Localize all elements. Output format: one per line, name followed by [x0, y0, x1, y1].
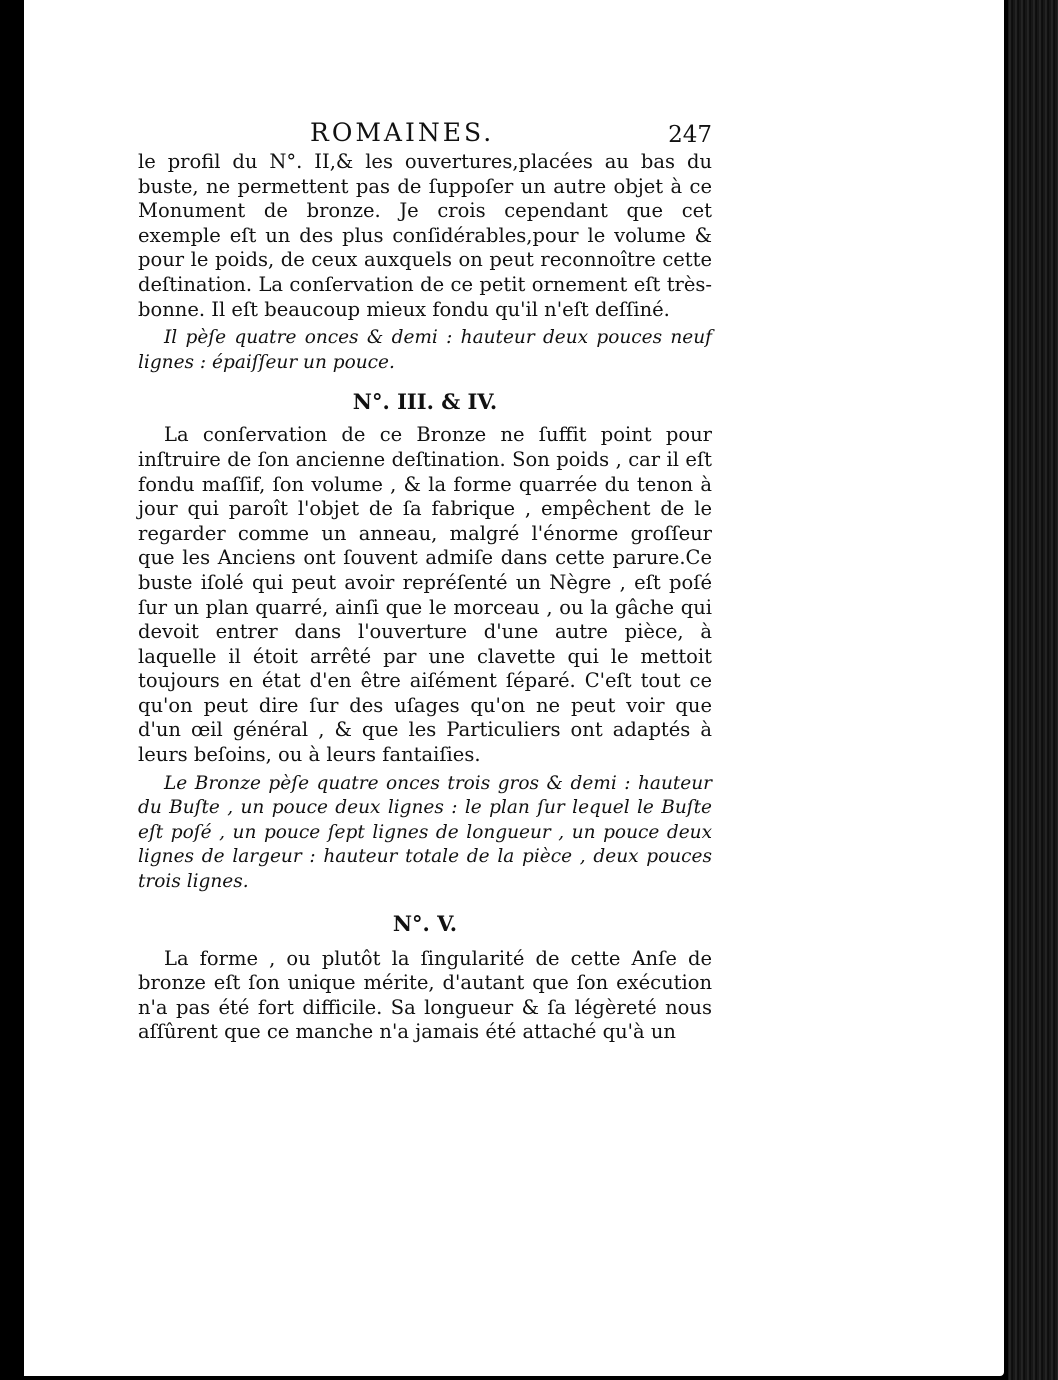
section-heading-v: N°. V.	[392, 910, 458, 936]
text-block	[138, 118, 712, 1045]
measurement-note-2: Le Bronze pèſe quatre onces trois gros & demi : hauteur du Buſte , un pouce deux lignes : le plan ſur lequel le Buſte eſt poſé , un pouce ſept lignes de longueur , un pouce deux lignes de largeur : hauteur totale de la pièce , deux pouces trois lignes.	[138, 772, 712, 893]
paragraph-2: La conſervation de ce Bronze ne ſuffit point pour inſtruire de ſon ancienne deſtination. Son poids , car il eſt fondu maſſif, ſon volume , & la forme quarrée du tenon à jour qui paroît l'objet de ſa fabrique , empêchent de le regarder comme un anneau, malgré l'énorme groſſeur que les Anciens ont ſouvent admiſe dans cette parure.Ce buste iſolé qui peut avoir repréſenté un Nègre , eſt poſé ſur un plan quarré, ainſi que le morceau , ou la gâche qui devoit entrer dans l'ouverture d'une autre pièce, à laquelle il étoit arrêté par une clavette qui le mettoit toujours en état d'en être aiſément ſéparé. C'eſt tout ce qu'on peut dire ſur des uſages qu'on ne peut voir que d'un œil général , & que les Particuliers ont adaptés à leurs beſoins, ou à leurs fantaiſies.	[138, 423, 712, 767]
page-number: 247	[668, 122, 712, 148]
page-sheet	[24, 0, 1004, 1376]
section-heading-iii-iv: N°. III. & IV.	[352, 389, 498, 415]
paragraph-3: La forme , ou plutôt la ſingularité de cette Anſe de bronze eſt ſon unique mérite, d'autant que ſon exécution n'a pas été fort difficile. Sa longueur & ſa légèreté nous aſſûrent que ce manche n'a jamais été attaché qu'à un	[138, 946, 712, 1044]
running-head: ROMAINES.	[310, 118, 495, 147]
page-header	[138, 118, 712, 150]
book-edge	[1008, 0, 1058, 1380]
paragraph-1: le profil du N°. II,& les ouvertures,placées au bas du buste, ne permettent pas de ſuppoſer un autre objet à ce Monument de bronze. Je crois cependant que cet exemple eſt un des plus conſidérables,pour le volume & pour le poids, de ceux auxquels on peut reconnoître cette deſtination. La conſervation de ce petit ornement eſt très-bonne. Il eſt beaucoup mieux fondu qu'il n'eſt deſſiné.	[138, 150, 712, 321]
measurement-note-1: Il pèſe quatre onces & demi : hauteur deux pouces neuf lignes : épaiſſeur un pouce.	[138, 327, 712, 373]
